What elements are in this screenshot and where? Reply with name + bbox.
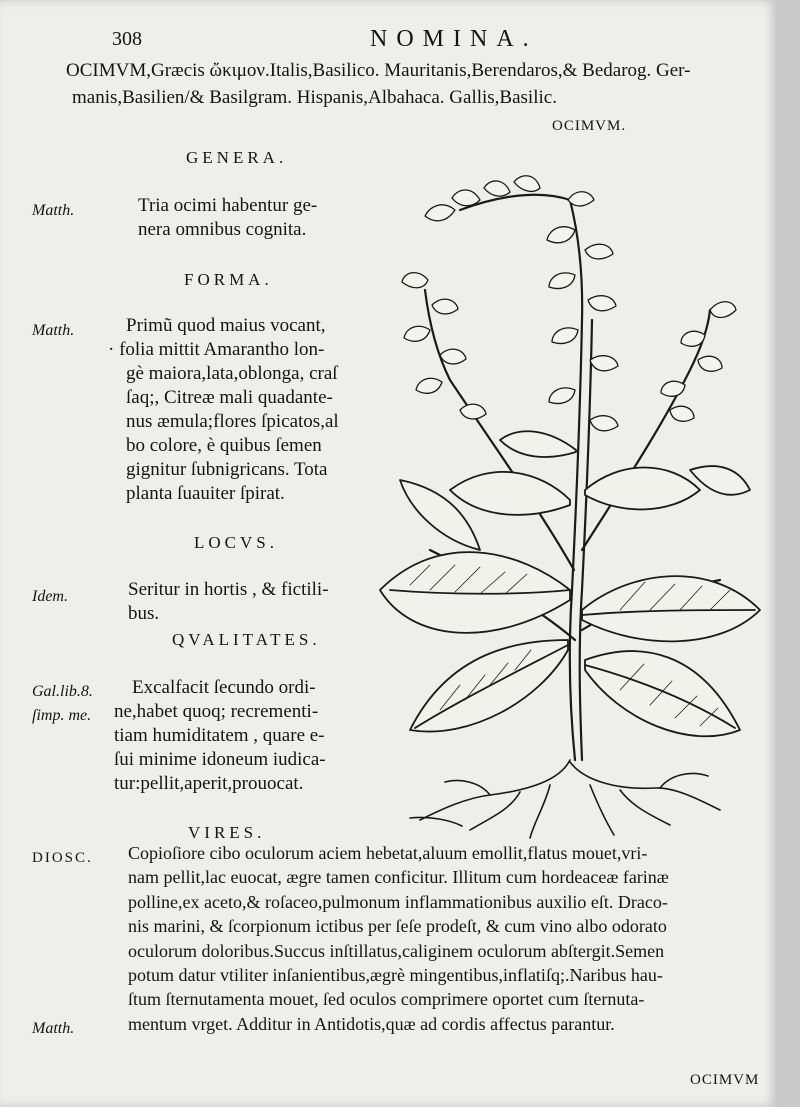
margin-note-forma: Matth. — [32, 322, 75, 339]
heading-genera: GENERA. — [186, 148, 288, 167]
ocimum-woodcut-illustration — [370, 170, 770, 845]
text-line: nis marini, & ſcorpionum ictibus per ſeſe prodeſt, & cum vino albo odorato — [128, 916, 667, 937]
running-head: NOMINA. — [370, 26, 538, 52]
text-line: ſaq;, Citreæ mali quadante- — [126, 387, 333, 408]
margin-note-qualitates-2: ſimp. me. — [32, 707, 92, 724]
figure-caption: OCIMVM. — [552, 118, 627, 134]
text-line: polline,ex aceto,& roſaceo,pulmonum inflammationibus auxilio eſt. Draco- — [128, 891, 668, 912]
text-line: ſtum ſternutamenta mouet, ſed oculos comprimere oportet cum ſternuta- — [128, 989, 645, 1010]
text-line: potum datur vtiliter inſanientibus,ægrè mingentibus,inflatiſq;.Naribus hau- — [128, 965, 663, 986]
margin-note-qualitates-1: Gal.lib.8. — [32, 683, 93, 700]
text-line: gè maiora,lata,oblonga, craſ — [126, 363, 338, 384]
text-line: oculorum doloribus.Succus inſtillatus,caliginem oculorum abſtergit.Semen — [128, 940, 665, 961]
text-vires — [128, 841, 669, 1036]
text-line: tiam humiditatem , quare e- — [114, 725, 325, 746]
text-line: Primũ quod maius vocant, — [126, 315, 326, 336]
text-line: bo colore, è quibus ſemen — [126, 435, 322, 456]
text-genera — [138, 194, 317, 242]
text-qualitates — [114, 676, 326, 796]
text-line: nera omnibus cognita. — [138, 219, 307, 240]
text-forma — [108, 314, 339, 506]
text-line: mentum vrget. Additur in Antidotis,quæ ad cordis affectus parantur. — [128, 1013, 615, 1034]
text-line: ne,habet quoq; recrementi- — [114, 701, 319, 722]
catchword: OCIMVM — [690, 1072, 760, 1088]
text-line: planta ſuauiter ſpirat. — [126, 483, 285, 504]
text-line: nam pellit,lac euocat, ægre tamen conficitur. Illitum cum hordeaceæ farinæ — [128, 867, 669, 888]
text-line: Tria ocimi habentur ge- — [138, 195, 318, 216]
text-line: Seritur in hortis , & fictili- — [128, 579, 329, 600]
text-line: gignitur ſubnigricans. Tota — [126, 459, 328, 480]
text-line: bus. — [128, 603, 160, 624]
names-line-1: OCIMVM,Græcis ὤκιμον.Italis,Basilico. Mauritanis,Berendaros,& Bedarog. Ger- — [66, 60, 691, 81]
page-number: 308 — [112, 28, 142, 50]
margin-note-locus: Idem. — [32, 588, 68, 605]
heading-forma: FORMA. — [184, 270, 273, 289]
text-line: Excalfacit ſecundo ordi- — [132, 677, 316, 698]
margin-note-vires-2: Matth. — [32, 1020, 75, 1037]
margin-note-genera: Matth. — [32, 202, 75, 219]
names-line-2: manis,Basilien/& Basilgram. Hispanis,Albahaca. Gallis,Basilic. — [72, 87, 557, 108]
flower-spikes — [402, 176, 736, 431]
heading-vires: VIRES. — [188, 823, 266, 842]
text-line: · folia mittit Amarantho lon- — [108, 339, 325, 360]
text-line: ſui minime idoneum iudica- — [114, 749, 326, 770]
text-line: nus æmula;flores ſpicatos,al — [126, 411, 339, 432]
heading-locus: LOCVS. — [194, 533, 278, 552]
roots — [410, 760, 720, 838]
margin-note-vires-1: DIOSC. — [32, 850, 93, 866]
text-locus — [128, 578, 329, 626]
heading-qualitates: QVALITATES. — [172, 630, 321, 649]
text-line: tur:pellit,aperit,prouocat. — [114, 773, 304, 794]
text-line: Copioſiore cibo oculorum aciem hebetat,aluum emollit,flatus mouet,vri- — [128, 843, 648, 863]
